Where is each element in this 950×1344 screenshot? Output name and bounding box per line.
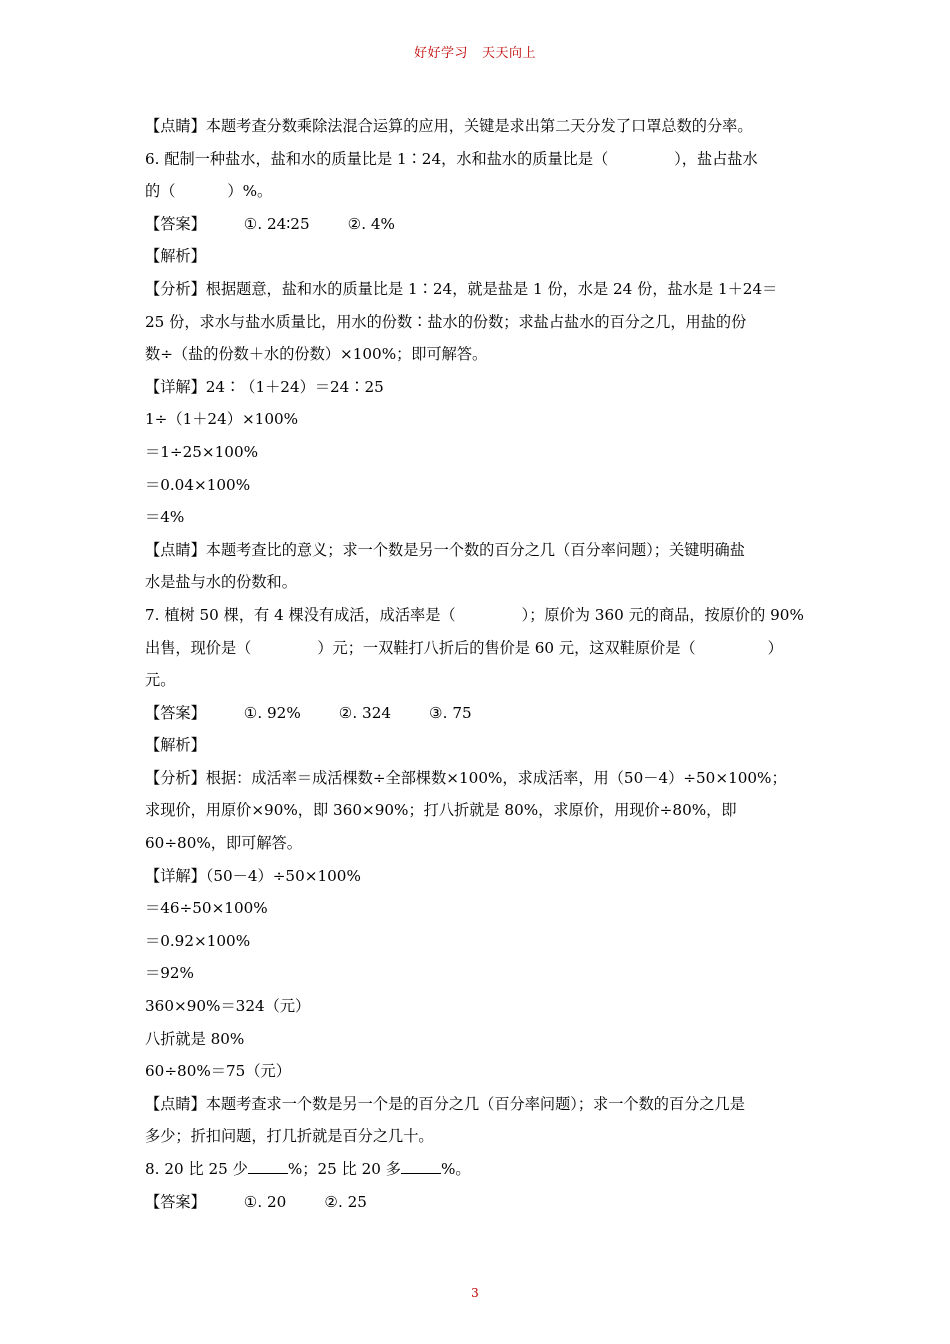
question-text: %；25 比 20 多	[287, 1160, 401, 1178]
answer-item: ②. 324	[338, 703, 392, 722]
text-line: 360×90%＝324（元）	[145, 997, 311, 1016]
text-line: 水是盐与水的份数和。	[145, 573, 297, 592]
text-line: 1÷（1＋24）×100%	[145, 410, 299, 429]
answer-item: ①. 20	[243, 1192, 287, 1211]
text-line: 【点睛】本题考查求一个数是另一个是的百分之几（百分率问题）；求一个数的百分之几是	[145, 1094, 745, 1113]
analysis-label: 【解析】	[145, 247, 206, 266]
text-line: 八折就是 80%	[145, 1029, 245, 1048]
answer-item: ①. 24∶25	[243, 214, 310, 233]
question-7-line-2	[145, 638, 835, 671]
question-6-line-1	[145, 149, 835, 182]
answer-7	[145, 703, 835, 736]
question-text: 6. 配制一种盐水，盐和水的质量比是 1∶24，水和盐水的质量比是（	[145, 149, 609, 168]
answer-item: ②. 4%	[347, 214, 395, 233]
text-line: 多少；折扣问题，打几折就是百分之几十。	[145, 1127, 434, 1146]
header-left-text: 好好学习	[413, 46, 468, 61]
text-line: ＝92%	[145, 964, 194, 983]
answer-item: ①. 92%	[243, 703, 301, 722]
answer-item: ②. 25	[324, 1192, 367, 1211]
text-line: ＝0.92×100%	[145, 931, 251, 950]
question-text: ）；原价为 360 元的商品，按原价的 90%	[521, 605, 804, 624]
answer-label: 【答案】	[145, 214, 206, 233]
page-number: 3	[471, 1286, 479, 1300]
text-line: 【点睛】本题考查分数乘除法混合运算的应用，关键是求出第二天分发了口罩总数的分率。	[145, 117, 753, 135]
question-text: 8. 20 比 25 少	[145, 1160, 248, 1178]
question-text: ）	[767, 638, 783, 657]
text-line: 【分析】根据：成活率＝成活棵数÷全部棵数×100%，求成活率，用（50－4）÷50×100%；	[145, 768, 787, 787]
answer-underline	[401, 1159, 441, 1174]
text-line: 【详解】24∶（1＋24）＝24∶25	[145, 377, 384, 396]
question-text: ）元；一双鞋打八折后的售价是 60 元，这双鞋原价是（	[317, 638, 696, 657]
answer-6	[145, 214, 835, 247]
text-line: 60÷80%，即可解答。	[145, 834, 302, 853]
answer-8	[145, 1192, 835, 1225]
text-line: 25 份，求水与盐水质量比，用水的份数∶盐水的份数；求盐占盐水的百分之几，用盐的份	[145, 312, 747, 331]
question-7-line-1	[145, 605, 835, 638]
question-8	[145, 1159, 835, 1192]
question-6-line-2	[145, 181, 835, 214]
analysis-label: 【解析】	[145, 736, 206, 755]
answer-label: 【答案】	[145, 1192, 206, 1211]
page-header	[0, 42, 950, 61]
question-text: ），盐占盐水	[674, 149, 758, 168]
question-text: %。	[440, 1160, 471, 1178]
text-line: 求现价，用原价×90%，即 360×90%；打八折就是 80%，求原价，用现价÷80%，即	[145, 801, 737, 820]
question-text: 出售，现价是（	[145, 638, 252, 657]
question-text: 7. 植树 50 棵，有 4 棵没有成活，成活率是（	[145, 605, 456, 624]
text-line: 【详解】（50－4）÷50×100%	[145, 866, 361, 885]
text-line: ＝46÷50×100%	[145, 899, 268, 918]
text-line: 【点睛】本题考查比的意义；求一个数是另一个数的百分之几（百分率问题）；关键明确盐	[145, 540, 745, 559]
text-line: ＝4%	[145, 508, 185, 527]
text-line: 数÷（盐的份数＋水的份数）×100%；即可解答。	[145, 345, 488, 364]
document-body	[145, 116, 835, 1224]
text-line: ＝0.04×100%	[145, 475, 251, 494]
text-line: 【分析】根据题意，盐和水的质量比是 1∶24，就是盐是 1 份，水是 24 份，盐水是 1＋24＝	[145, 279, 778, 298]
answer-label: 【答案】	[145, 703, 206, 722]
question-text: ）%。	[227, 182, 273, 201]
answer-item: ③. 75	[429, 703, 472, 722]
text-line: 60÷80%＝75（元）	[145, 1062, 291, 1081]
answer-underline	[248, 1159, 288, 1174]
text-line: 元。	[145, 671, 176, 690]
header-right-text: 天天向上	[482, 46, 537, 61]
question-text: 的（	[145, 182, 176, 201]
text-line: ＝1÷25×100%	[145, 442, 259, 461]
